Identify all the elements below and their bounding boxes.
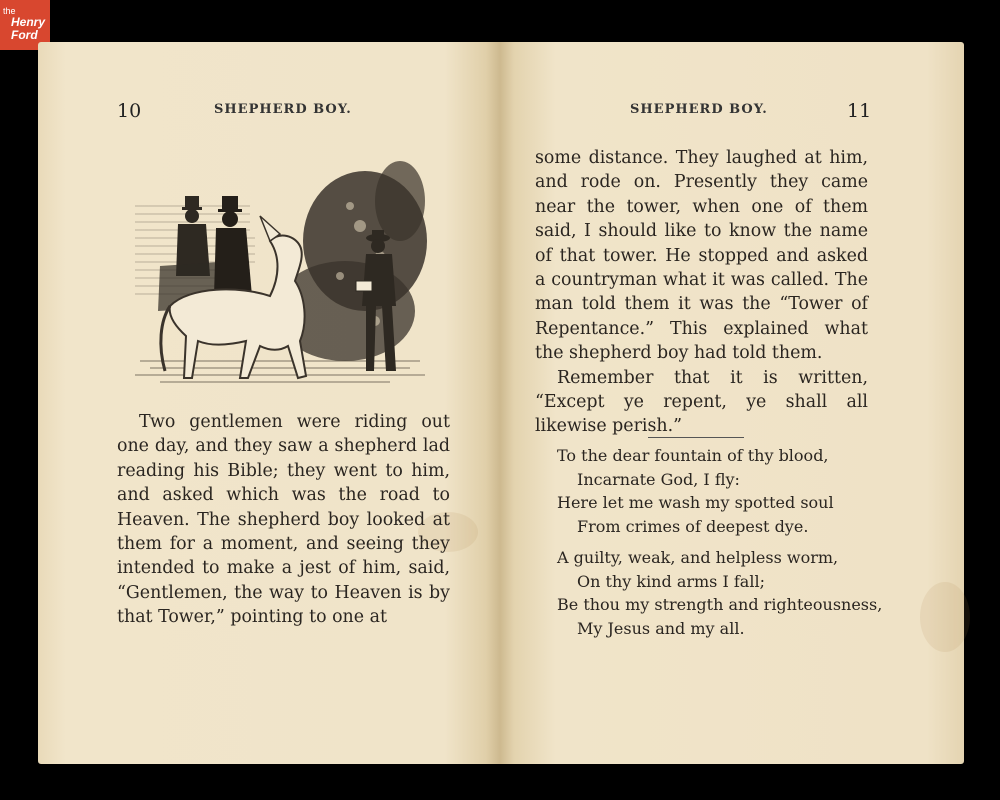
left-body-text xyxy=(117,410,450,630)
section-divider xyxy=(648,437,744,438)
right-running-head: SHEPHERD BOY. xyxy=(630,102,768,117)
hymn-line: My Jesus and my all. xyxy=(577,618,745,638)
open-book xyxy=(38,42,964,764)
right-page-number: 11 xyxy=(847,100,872,122)
hymn-line: A guilty, weak, and helpless worm, xyxy=(557,548,839,567)
engraving-illustration-icon xyxy=(130,146,430,396)
hymn-line: Here let me wash my spotted soul xyxy=(557,493,834,512)
hymn-line: From crimes of deepest dye. xyxy=(577,516,809,536)
right-body-text xyxy=(535,146,868,439)
left-paragraph: Two gentlemen were riding out one day, and they saw a shepherd lad reading his Bible; they went to him, and asked which was the road to Heaven. The shepherd boy looked at them for a moment, and seeing they intended to make a jest of him, said, “Gentlemen, the way to Heaven is by that Tower,” pointing to one at xyxy=(117,412,450,628)
logo-henry: Henry xyxy=(11,15,46,29)
left-page xyxy=(38,42,500,764)
hymn-stanza-1 xyxy=(557,444,882,538)
hymn-line: Incarnate God, I fly: xyxy=(577,469,740,489)
left-running-head: SHEPHERD BOY. xyxy=(214,102,352,117)
hymn-line: To the dear fountain of thy blood, xyxy=(557,446,829,465)
left-page-number: 10 xyxy=(117,100,142,122)
logo-the: the xyxy=(3,6,16,16)
right-paragraph-1: some distance. They laughed at him, and rode on. Presently they came near the tower, when one of them said, I should like to know the name of that tower. He stopped and asked a countryman what it was called. The man told them it was the “Tower of Repentance.” This explained what the shepherd boy had told them. xyxy=(535,148,868,364)
right-paragraph-2: Remember that it is written, “Except ye repent, ye shall all likewise perish.” xyxy=(535,367,868,437)
hymn-line: On thy kind arms I fall; xyxy=(577,571,765,591)
right-page xyxy=(500,42,964,764)
logo-ford: Ford xyxy=(11,28,38,42)
hymn-stanza-2 xyxy=(557,546,882,640)
hymn xyxy=(557,444,882,648)
hymn-line: Be thou my strength and righteousness, xyxy=(557,595,883,614)
paper-stain xyxy=(920,582,970,652)
